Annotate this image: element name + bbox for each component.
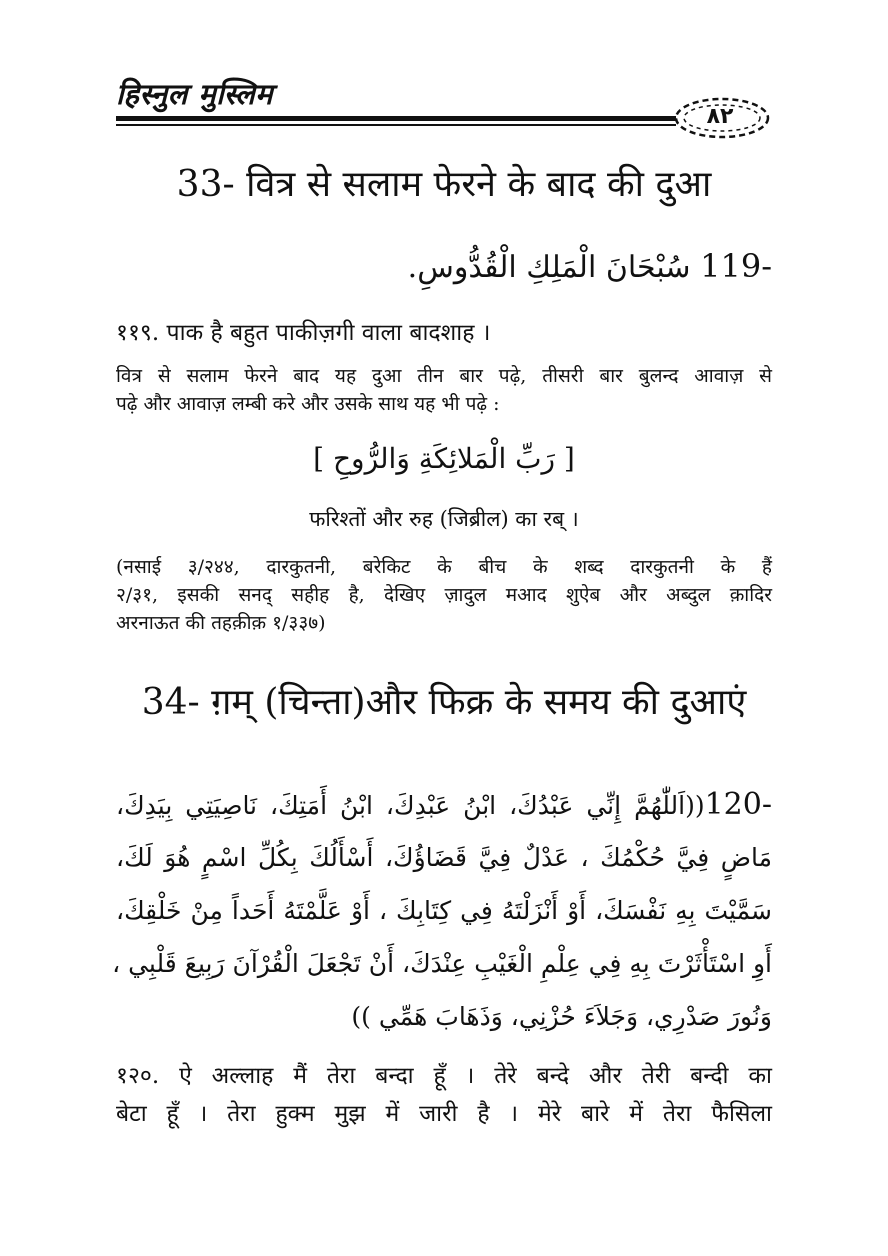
dua-120-line: وَنُورَ صَدْرِي، وَجَلاَءَ حُزْنِي، وَذَهَابَ هَمِّي )) [351, 1002, 772, 1031]
instruction-paragraph [116, 362, 772, 418]
dua-119-text: سُبْحَانَ الْمَلِكِ الْقُدُّوسِ. [407, 250, 691, 285]
dua-120-line [116, 778, 772, 831]
bracket-dua-translation: फरिश्तों और रुह (जिब्रील) का रब् । [309, 507, 579, 531]
instruction-line: पढ़े और आवाज़ लम्बी करे और उसके साथ यह भी पढ़े : [116, 393, 500, 415]
dua-119-number: 119- [700, 247, 772, 285]
book-title: हिस्नुल मुस्लिम [116, 77, 273, 111]
page-number: ٨٢ [706, 104, 734, 129]
header-rule-thick [116, 116, 676, 121]
dua-119-translation: ११९. पाक है बहुत पाकीज़गी वाला बादशाह । [116, 320, 491, 346]
reference-line: अरनाऊत की तहक़ीक़ १/३३७) [116, 612, 326, 634]
translation-line: १२०. ऐ अल्लाह मैं तेरा बन्दा हूँ । तेरे बन्दे और तेरी बन्दी का [116, 1063, 772, 1089]
dua-119-arabic [116, 247, 772, 285]
instruction-line: वित्र से सलाम फेरने बाद यह दुआ तीन बार पढ़े, तीसरी बार बुलन्द आवाज़ से [116, 365, 772, 387]
dua-120-line: سَمَّيْتَ بِهِ نَفْسَكَ، أَوْ أَنْزَلْتَهُ فِي كِتَابِكَ ، أَوْ عَلَّمْتَهُ أَحَداً مِنْ خَلْقِكَ، [116, 896, 772, 925]
reference-line: (नसाई ३/२४४, दारकुतनी, बरेकिट के बीच के शब्द दारकुतनी के हैं [116, 556, 772, 578]
dua-120-line: مَاضٍ فِيَّ حُكْمُكَ ، عَدْلٌ فِيَّ قَضَاؤُكَ، أَسْأَلُكَ بِكُلِّ اسْمٍ هُوَ لَكَ، [116, 843, 772, 872]
translation-line: बेटा हूँ । तेरा हुक्म मुझ में जारी है । मेरे बारे में तेरा फैसिला [116, 1101, 772, 1127]
dua-120-translation [116, 1057, 772, 1133]
header-rule-thin [116, 124, 676, 126]
dua-120-line: أَوِ اسْتَأْثَرْتَ بِهِ فِي عِلْمِ الْغَيْبِ عِنْدَكَ، أَنْ تَجْعَلَ الْقُرْآنَ رَبِيعَ قَلْبِي ، [112, 949, 772, 978]
page-number-badge [668, 94, 772, 144]
dua-120-arabic [112, 778, 772, 1043]
section-34-heading: 34- ग़म् (चिन्ता)और फिक्र के समय की दुआएं [141, 682, 747, 723]
dua-120-number: 120- [704, 787, 772, 822]
bracket-dua-arabic: [ رَبِّ الْمَلائِكَةِ وَالرُّوحِ ] [313, 442, 575, 475]
section-33-heading: 33- वित्र से सलाम फेरने के बाद की दुआ [176, 164, 712, 205]
reference-line: २/३१, इसकी सनद् सहीह है, देखिए ज़ादुल मआद शुऐब और अब्दुल क़ादिर [116, 584, 772, 606]
reference-note [116, 553, 772, 637]
dua-120-line-text: ((اَللّٰهُمَّ إِنِّي عَبْدُكَ، ابْنُ عَبْدِكَ، ابْنُ أَمَتِكَ، نَاصِيَتِي بِيَدِكَ، [116, 791, 705, 820]
